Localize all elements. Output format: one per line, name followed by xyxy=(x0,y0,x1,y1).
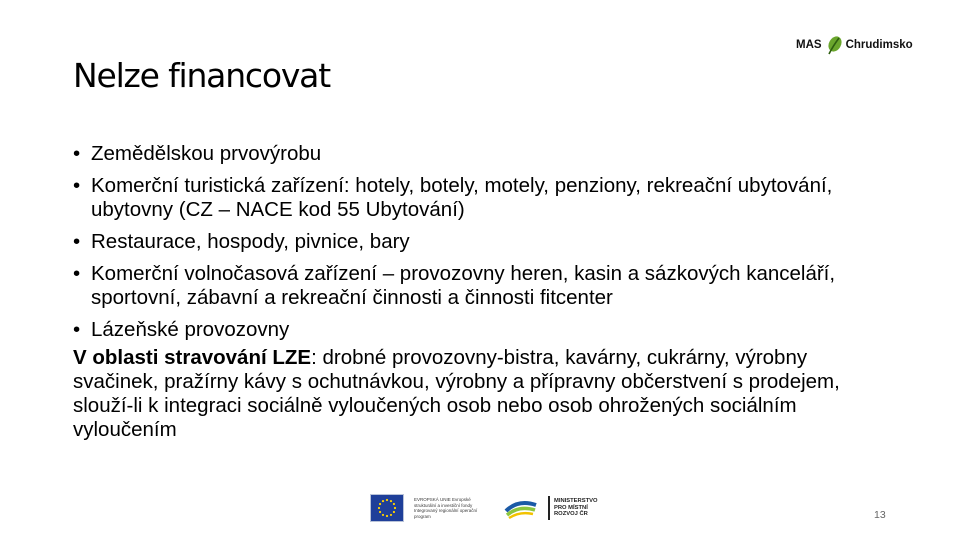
eu-star-icon xyxy=(390,514,392,516)
food-service-paragraph xyxy=(73,346,893,442)
footer-logos xyxy=(370,493,604,523)
slide-title: Nelze financovat xyxy=(73,56,330,95)
eu-star-icon xyxy=(393,511,395,513)
eu-star-icon xyxy=(390,500,392,502)
bullet-item: • Komerční volnočasová zařízení – provozovny heren, kasin a sázkových kanceláří, sportovní, zábavní a rekreační činnosti a činnosti fitcenter xyxy=(73,262,893,310)
leaf-icon xyxy=(824,34,844,56)
logo-mas-text: MAS xyxy=(796,39,822,51)
eu-star-icon xyxy=(386,499,388,501)
bullet-list xyxy=(73,142,893,342)
bullet-item: • Zemědělskou prvovýrobu xyxy=(73,142,893,166)
page-number: 13 xyxy=(874,509,886,521)
eu-star-icon xyxy=(379,503,381,505)
slide-content xyxy=(73,142,893,442)
eu-flag-icon xyxy=(370,494,404,522)
logo-chrudimsko-text: Chrudimsko xyxy=(845,39,913,51)
eu-star-icon xyxy=(379,511,381,513)
eu-star-icon xyxy=(393,503,395,505)
paragraph-bold-lead: V oblasti stravování LZE xyxy=(73,346,312,369)
eu-star-icon xyxy=(382,500,384,502)
mas-chrudimsko-logo xyxy=(796,30,913,60)
paragraph-text: : drobné provozovny-bistra, kavárny, cukrárny, výrobny svačinek, pražírny kávy s ochutnávkou, výrobny a přípravny občerstvení s prodejem, slouží-li k integraci sociálně vyloučených osob nebo osob ohrožených sociálním vyloučením xyxy=(73,346,840,441)
bullet-item: • Restaurace, hospody, pivnice, bary xyxy=(73,230,893,254)
ministry-text: MINISTERSTVO PRO MÍSTNÍ ROZVOJ ČR xyxy=(554,498,598,518)
bullet-item: • Lázeňské provozovny xyxy=(73,318,893,342)
bullet-item: • Komerční turistická zařízení: hotely, botely, motely, penziony, rekreační ubytování, ubytovny (CZ – NACE kod 55 Ubytování) xyxy=(73,174,893,222)
ministry-logo xyxy=(548,496,604,520)
irop-swoosh-icon xyxy=(504,495,538,521)
eu-star-icon xyxy=(386,515,388,517)
eu-star-icon xyxy=(394,507,396,509)
eu-star-icon xyxy=(382,514,384,516)
eu-star-icon xyxy=(378,507,380,509)
eu-funding-text: EVROPSKÁ UNIE Evropské strukturální a investiční fondy Integrovaný regionální operační program xyxy=(414,497,478,519)
ministry-bar xyxy=(548,496,550,520)
